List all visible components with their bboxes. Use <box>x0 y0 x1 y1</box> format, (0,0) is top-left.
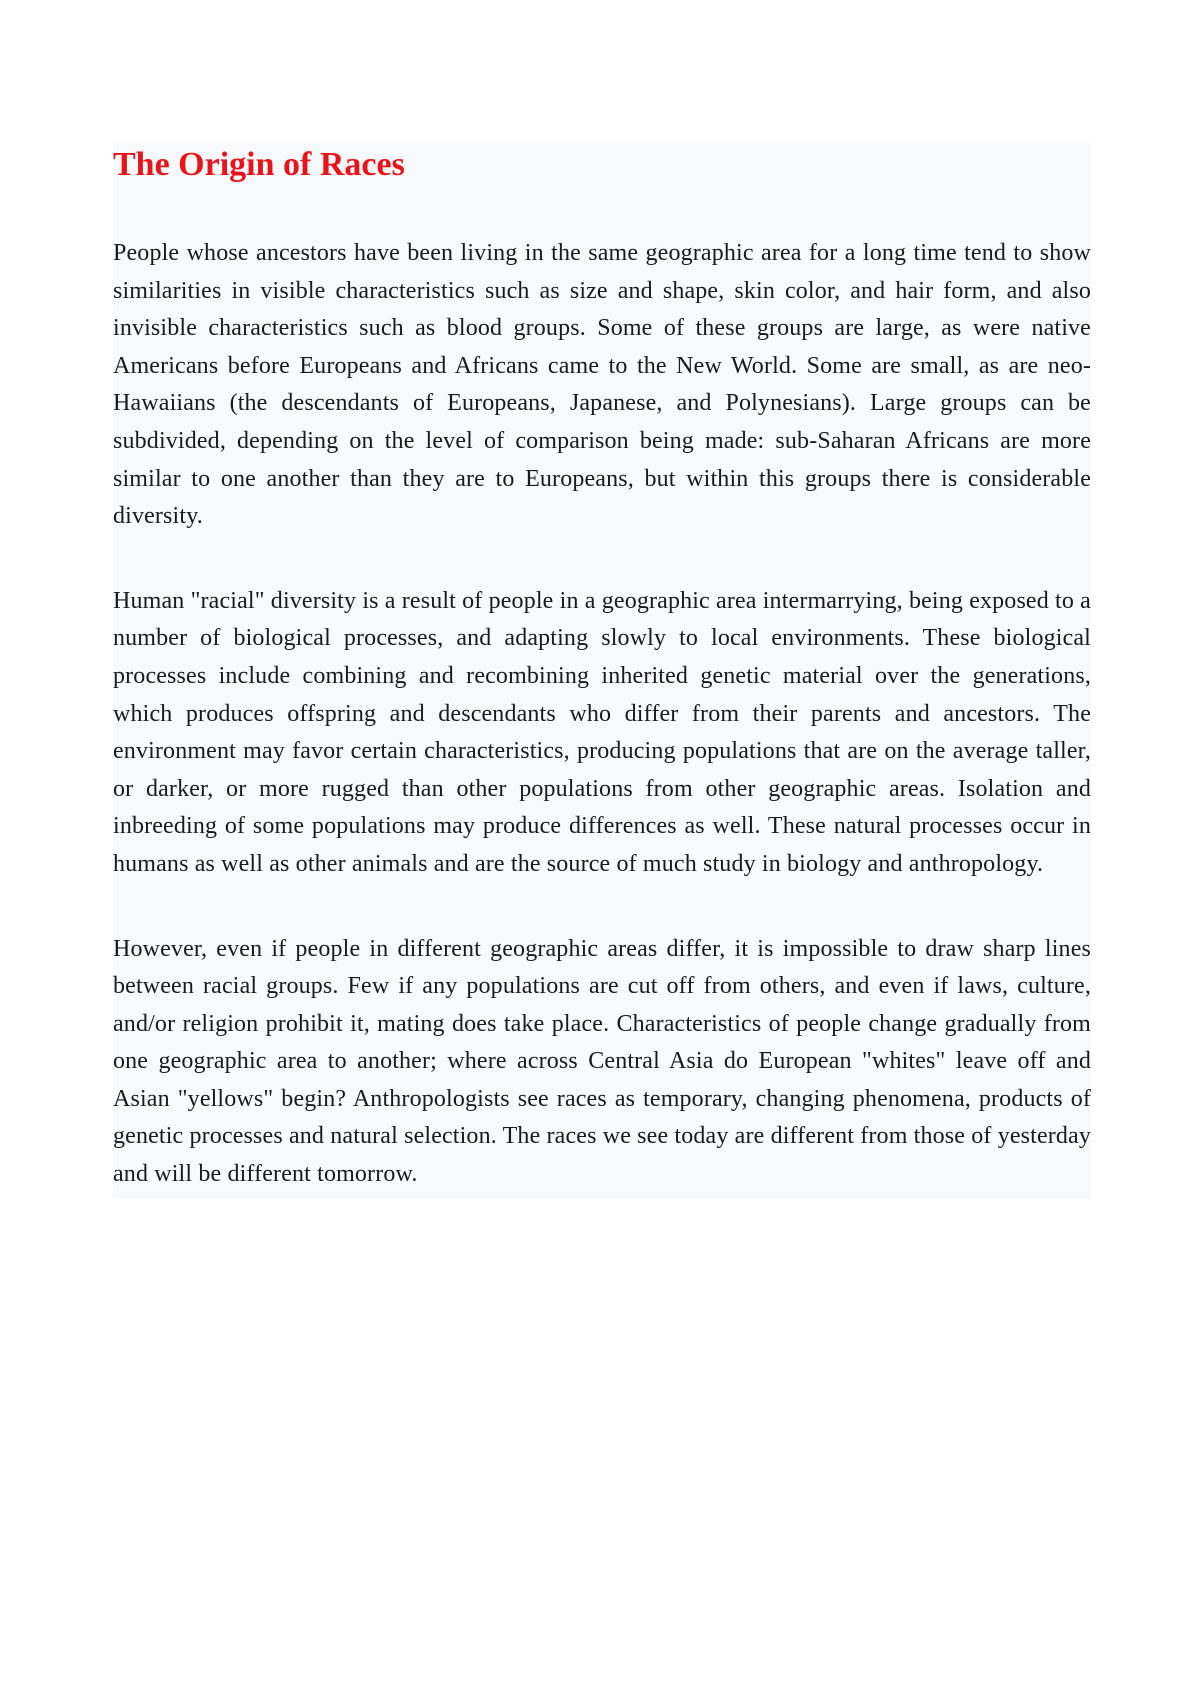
paragraph-2: Human "racial" diversity is a result of people in a geographic area intermarrying, being exposed to a number of biological processes, and adapting slowly to local environments. These biological processes include combining and recombining inherited genetic material over the generations, which produces offspring and descendants who differ from their parents and ancestors. The environment may favor certain characteristics, producing populations that are on the average taller, or darker, or more rugged than other populations from other geographic areas. Isolation and inbreeding of some populations may produce differences as well. These natural processes occur in humans as well as other animals and are the source of much study in biology and anthropology. <box>113 587 1091 877</box>
document-title: The Origin of Races <box>113 146 405 183</box>
paragraph-3: However, even if people in different geographic areas differ, it is impossible to draw sharp lines between racial groups. Few if any populations are cut off from others, and even if laws, culture, and/or religion prohibit it, mating does take place. Characteristics of people change gradually from one geographic area to another; where across Central Asia do European "whites" leave off and Asian "yellows" begin? Anthropologists see races as temporary, changing phenomena, products of genetic processes and natural selection. The races we see today are different from those of yesterday and will be different tomorrow. <box>113 935 1091 1188</box>
paragraph-1: People whose ancestors have been living in the same geographic area for a long time tend to show similarities in visible characteristics such as size and shape, skin color, and hair form, and also invisible characteristics such as blood groups. Some of these groups are large, as were native Americans before Europeans and Africans came to the New World. Some are small, as are neo-Hawaiians (the descendants of Europeans, Japanese, and Polynesians). Large groups can be subdivided, depending on the level of comparison being made: sub-Saharan Africans are more similar to one another than they are to Europeans, but within this groups there is considerable diversity. <box>113 240 1091 530</box>
article-block <box>113 143 1091 1198</box>
